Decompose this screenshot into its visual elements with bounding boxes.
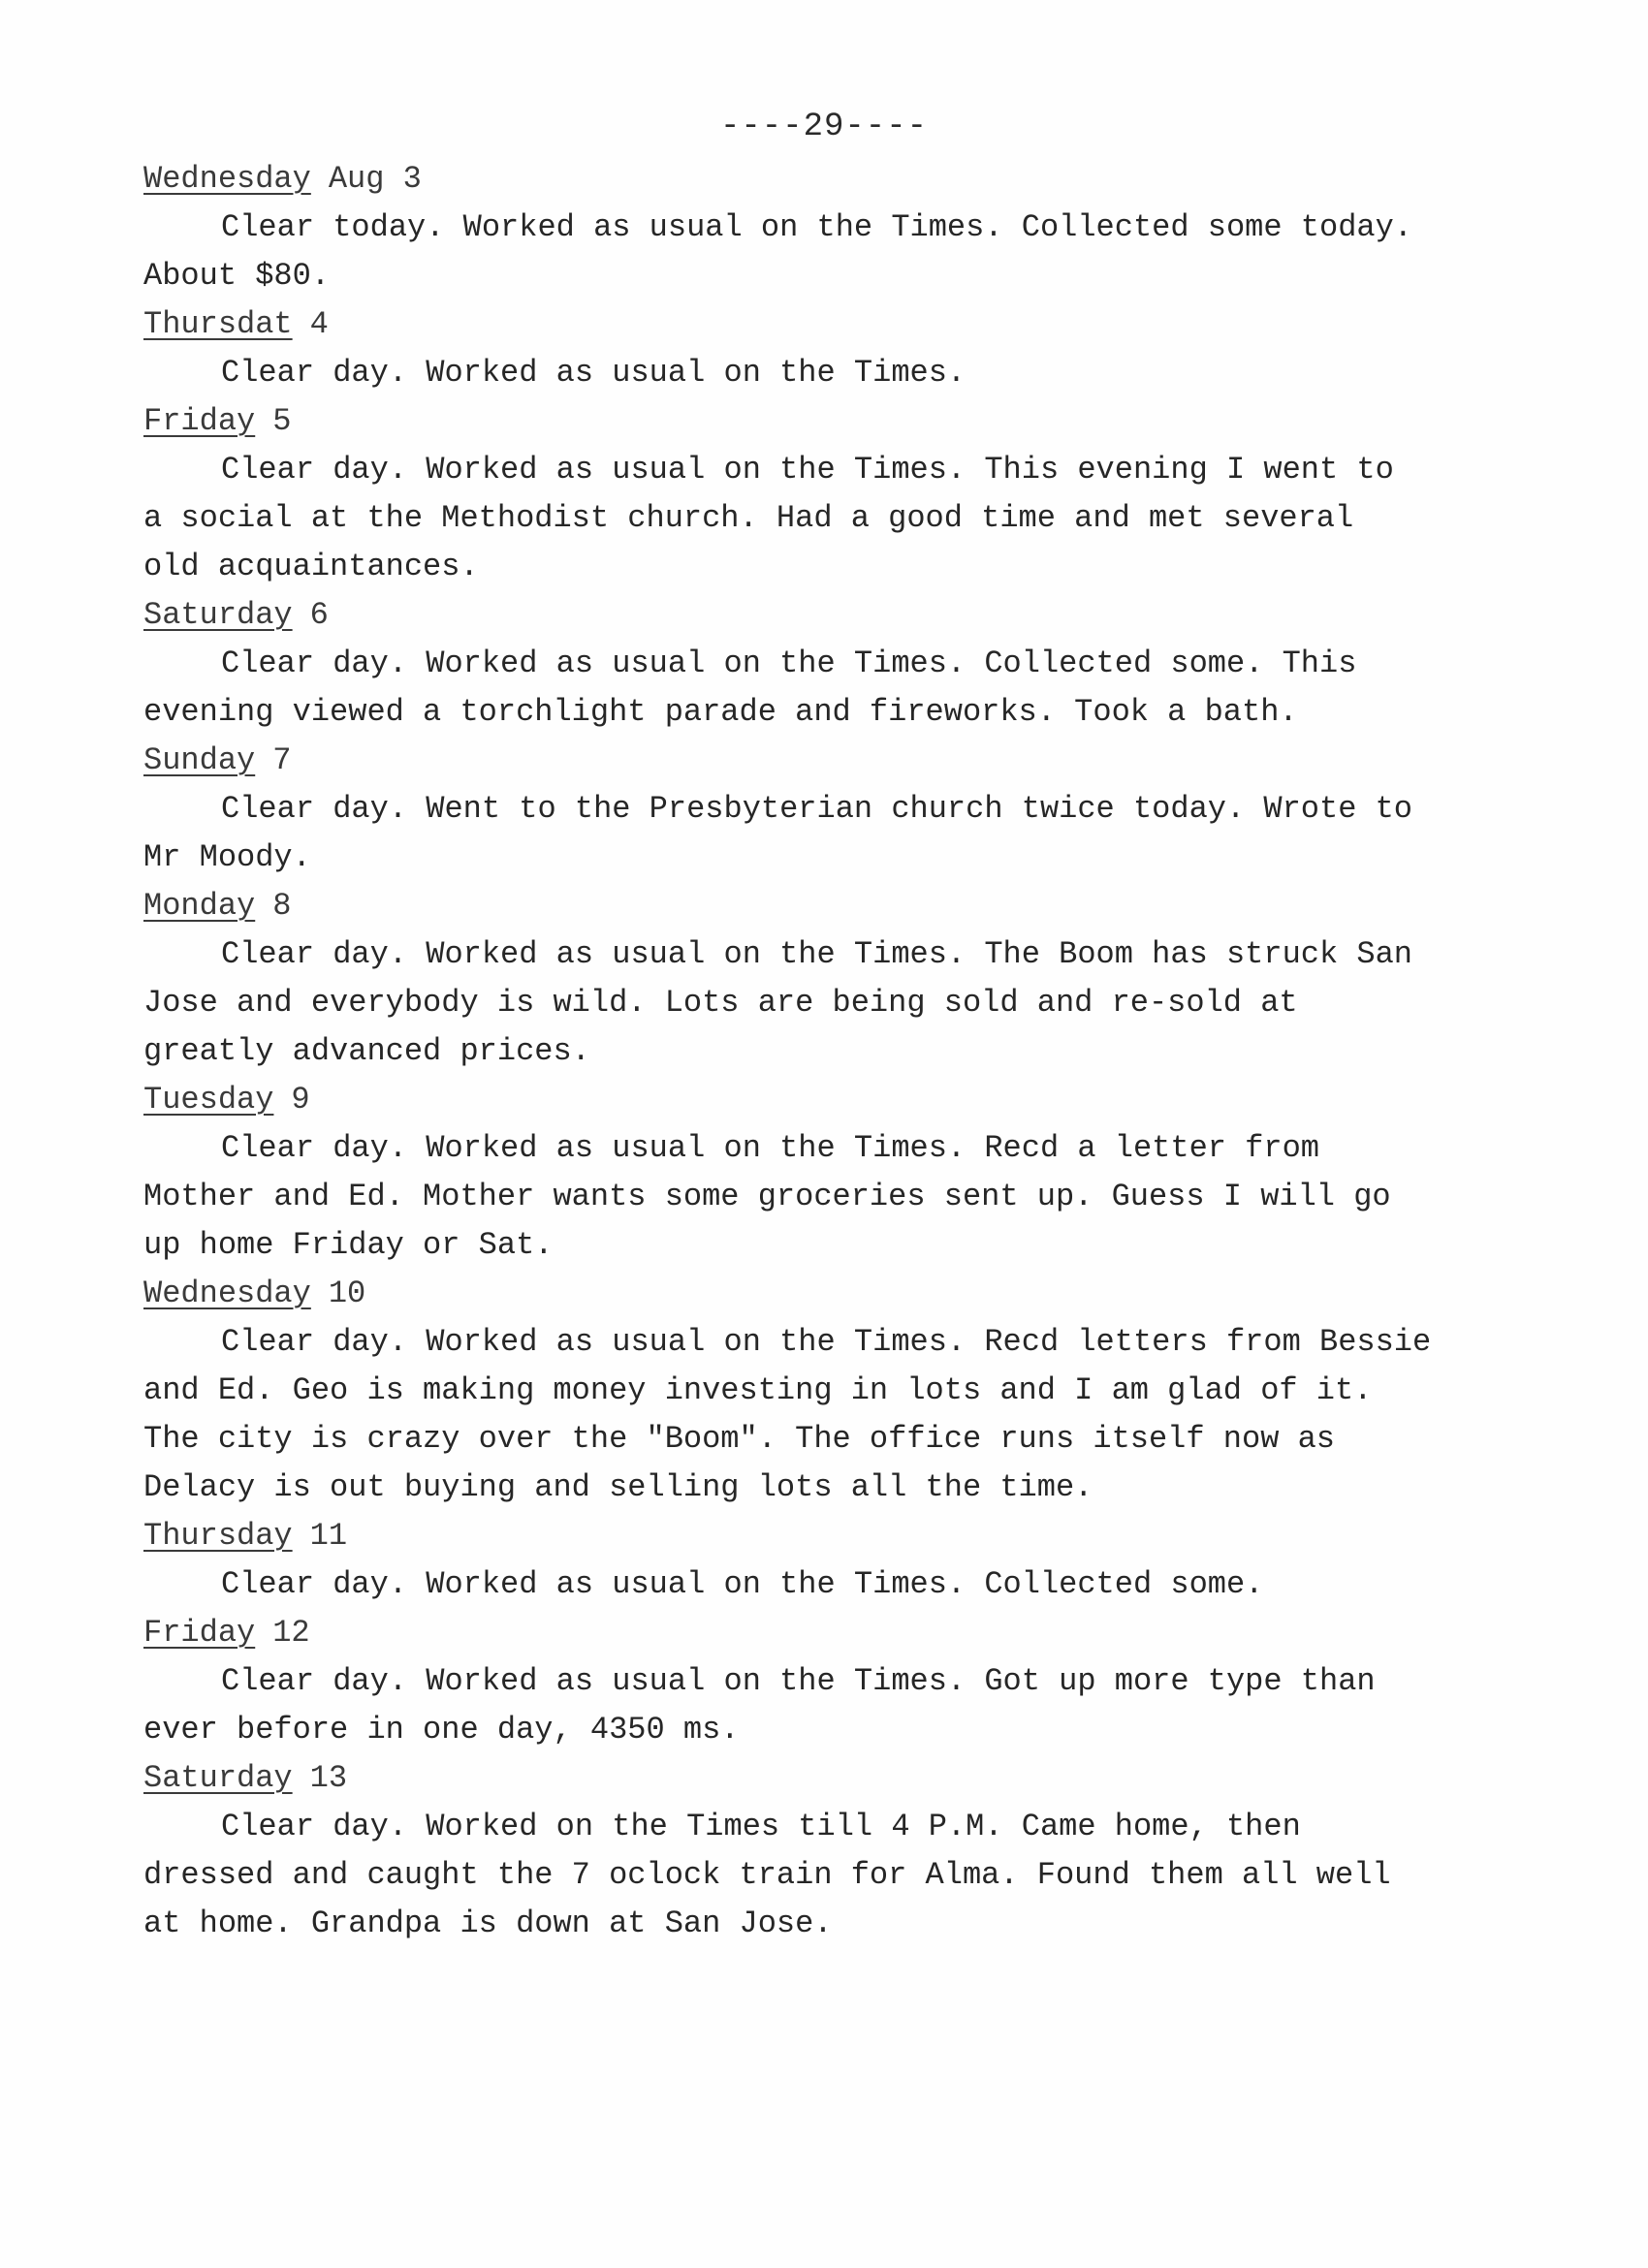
diary-entry bbox=[143, 300, 1520, 397]
entry-date: 6 bbox=[309, 597, 329, 633]
diary-entry bbox=[143, 1270, 1520, 1512]
entry-day: Saturday bbox=[143, 1760, 293, 1796]
entry-date: 4 bbox=[309, 306, 329, 342]
page-number: ----29---- bbox=[719, 109, 929, 145]
diary-entry bbox=[143, 1609, 1520, 1754]
entry-text: Clear day. Worked as usual on the Times. This evening I went to a social at the Methodist church. Had a good time and met several old acquaintances. bbox=[143, 452, 1394, 584]
diary-entries bbox=[143, 155, 1520, 1948]
entry-heading bbox=[143, 591, 1520, 640]
entry-day: Wednesday bbox=[143, 161, 311, 197]
entry-day: Thursday bbox=[143, 1518, 293, 1554]
entry-heading bbox=[143, 155, 1520, 204]
entry-text: Clear day. Worked as usual on the Times. Recd a letter from Mother and Ed. Mother wants some groceries sent up. Guess I will go up home Friday or Sat. bbox=[143, 1130, 1391, 1263]
entry-text: Clear day. Worked on the Times till 4 P.M. Came home, then dressed and caught the 7 oclock train for Alma. Found them all well at home. Grandpa is down at San Jose. bbox=[143, 1809, 1391, 1941]
entry-text: Clear today. Worked as usual on the Times. Collected some today. About $80. bbox=[143, 209, 1412, 294]
entry-heading bbox=[143, 1512, 1520, 1560]
entry-heading bbox=[143, 1609, 1520, 1657]
entry-text: Clear day. Worked as usual on the Times. The Boom has struck San Jose and everybody is wild. Lots are being sold and re-sold at greatly advanced prices. bbox=[143, 936, 1412, 1069]
entry-heading bbox=[143, 1754, 1520, 1803]
entry-date: 5 bbox=[272, 403, 292, 439]
entry-date: 9 bbox=[291, 1082, 310, 1118]
entry-heading bbox=[143, 1270, 1520, 1318]
entry-day: Tuesday bbox=[143, 1082, 274, 1118]
entry-date: Aug 3 bbox=[328, 161, 422, 197]
entry-heading bbox=[143, 882, 1520, 930]
entry-date: 7 bbox=[272, 742, 292, 778]
entry-heading bbox=[143, 1076, 1520, 1124]
entry-day: Thursdat bbox=[143, 306, 293, 342]
entry-text: Clear day. Worked as usual on the Times. bbox=[221, 355, 967, 391]
entry-day: Saturday bbox=[143, 597, 293, 633]
entry-heading bbox=[143, 397, 1520, 446]
entry-date: 13 bbox=[309, 1760, 348, 1796]
entry-text: Clear day. Worked as usual on the Times. Got up more type than ever before in one day, 4350 ms. bbox=[143, 1663, 1376, 1748]
entry-date: 11 bbox=[309, 1518, 348, 1554]
entry-date: 10 bbox=[328, 1276, 366, 1311]
entry-text: Clear day. Worked as usual on the Times. Recd letters from Bessie and Ed. Geo is making money investing in lots and I am glad of it. The city is crazy over the "Boom". The office runs itself now as Delacy is out buying and selling lots all the time. bbox=[143, 1324, 1432, 1505]
entry-date: 8 bbox=[272, 888, 292, 924]
diary-entry bbox=[143, 591, 1520, 737]
diary-entry bbox=[143, 1076, 1520, 1270]
entry-day: Friday bbox=[143, 1615, 256, 1651]
entry-day: Friday bbox=[143, 403, 256, 439]
diary-entry bbox=[143, 737, 1520, 882]
entry-day: Wednesday bbox=[143, 1276, 311, 1311]
diary-entry bbox=[143, 1512, 1520, 1609]
entry-text: Clear day. Worked as usual on the Times. Collected some. This evening viewed a torchlight parade and fireworks. Took a bath. bbox=[143, 646, 1357, 730]
entry-day: Sunday bbox=[143, 742, 256, 778]
diary-entry bbox=[143, 1754, 1520, 1948]
entry-heading bbox=[143, 300, 1520, 349]
diary-entry bbox=[143, 397, 1520, 591]
entry-date: 12 bbox=[272, 1615, 310, 1651]
entry-heading bbox=[143, 737, 1520, 785]
entry-text: Clear day. Worked as usual on the Times. Collected some. bbox=[221, 1566, 1264, 1602]
diary-entry bbox=[143, 155, 1520, 300]
entry-text: Clear day. Went to the Presbyterian church twice today. Wrote to Mr Moody. bbox=[143, 791, 1412, 875]
diary-entry bbox=[143, 882, 1520, 1076]
entry-day: Monday bbox=[143, 888, 256, 924]
